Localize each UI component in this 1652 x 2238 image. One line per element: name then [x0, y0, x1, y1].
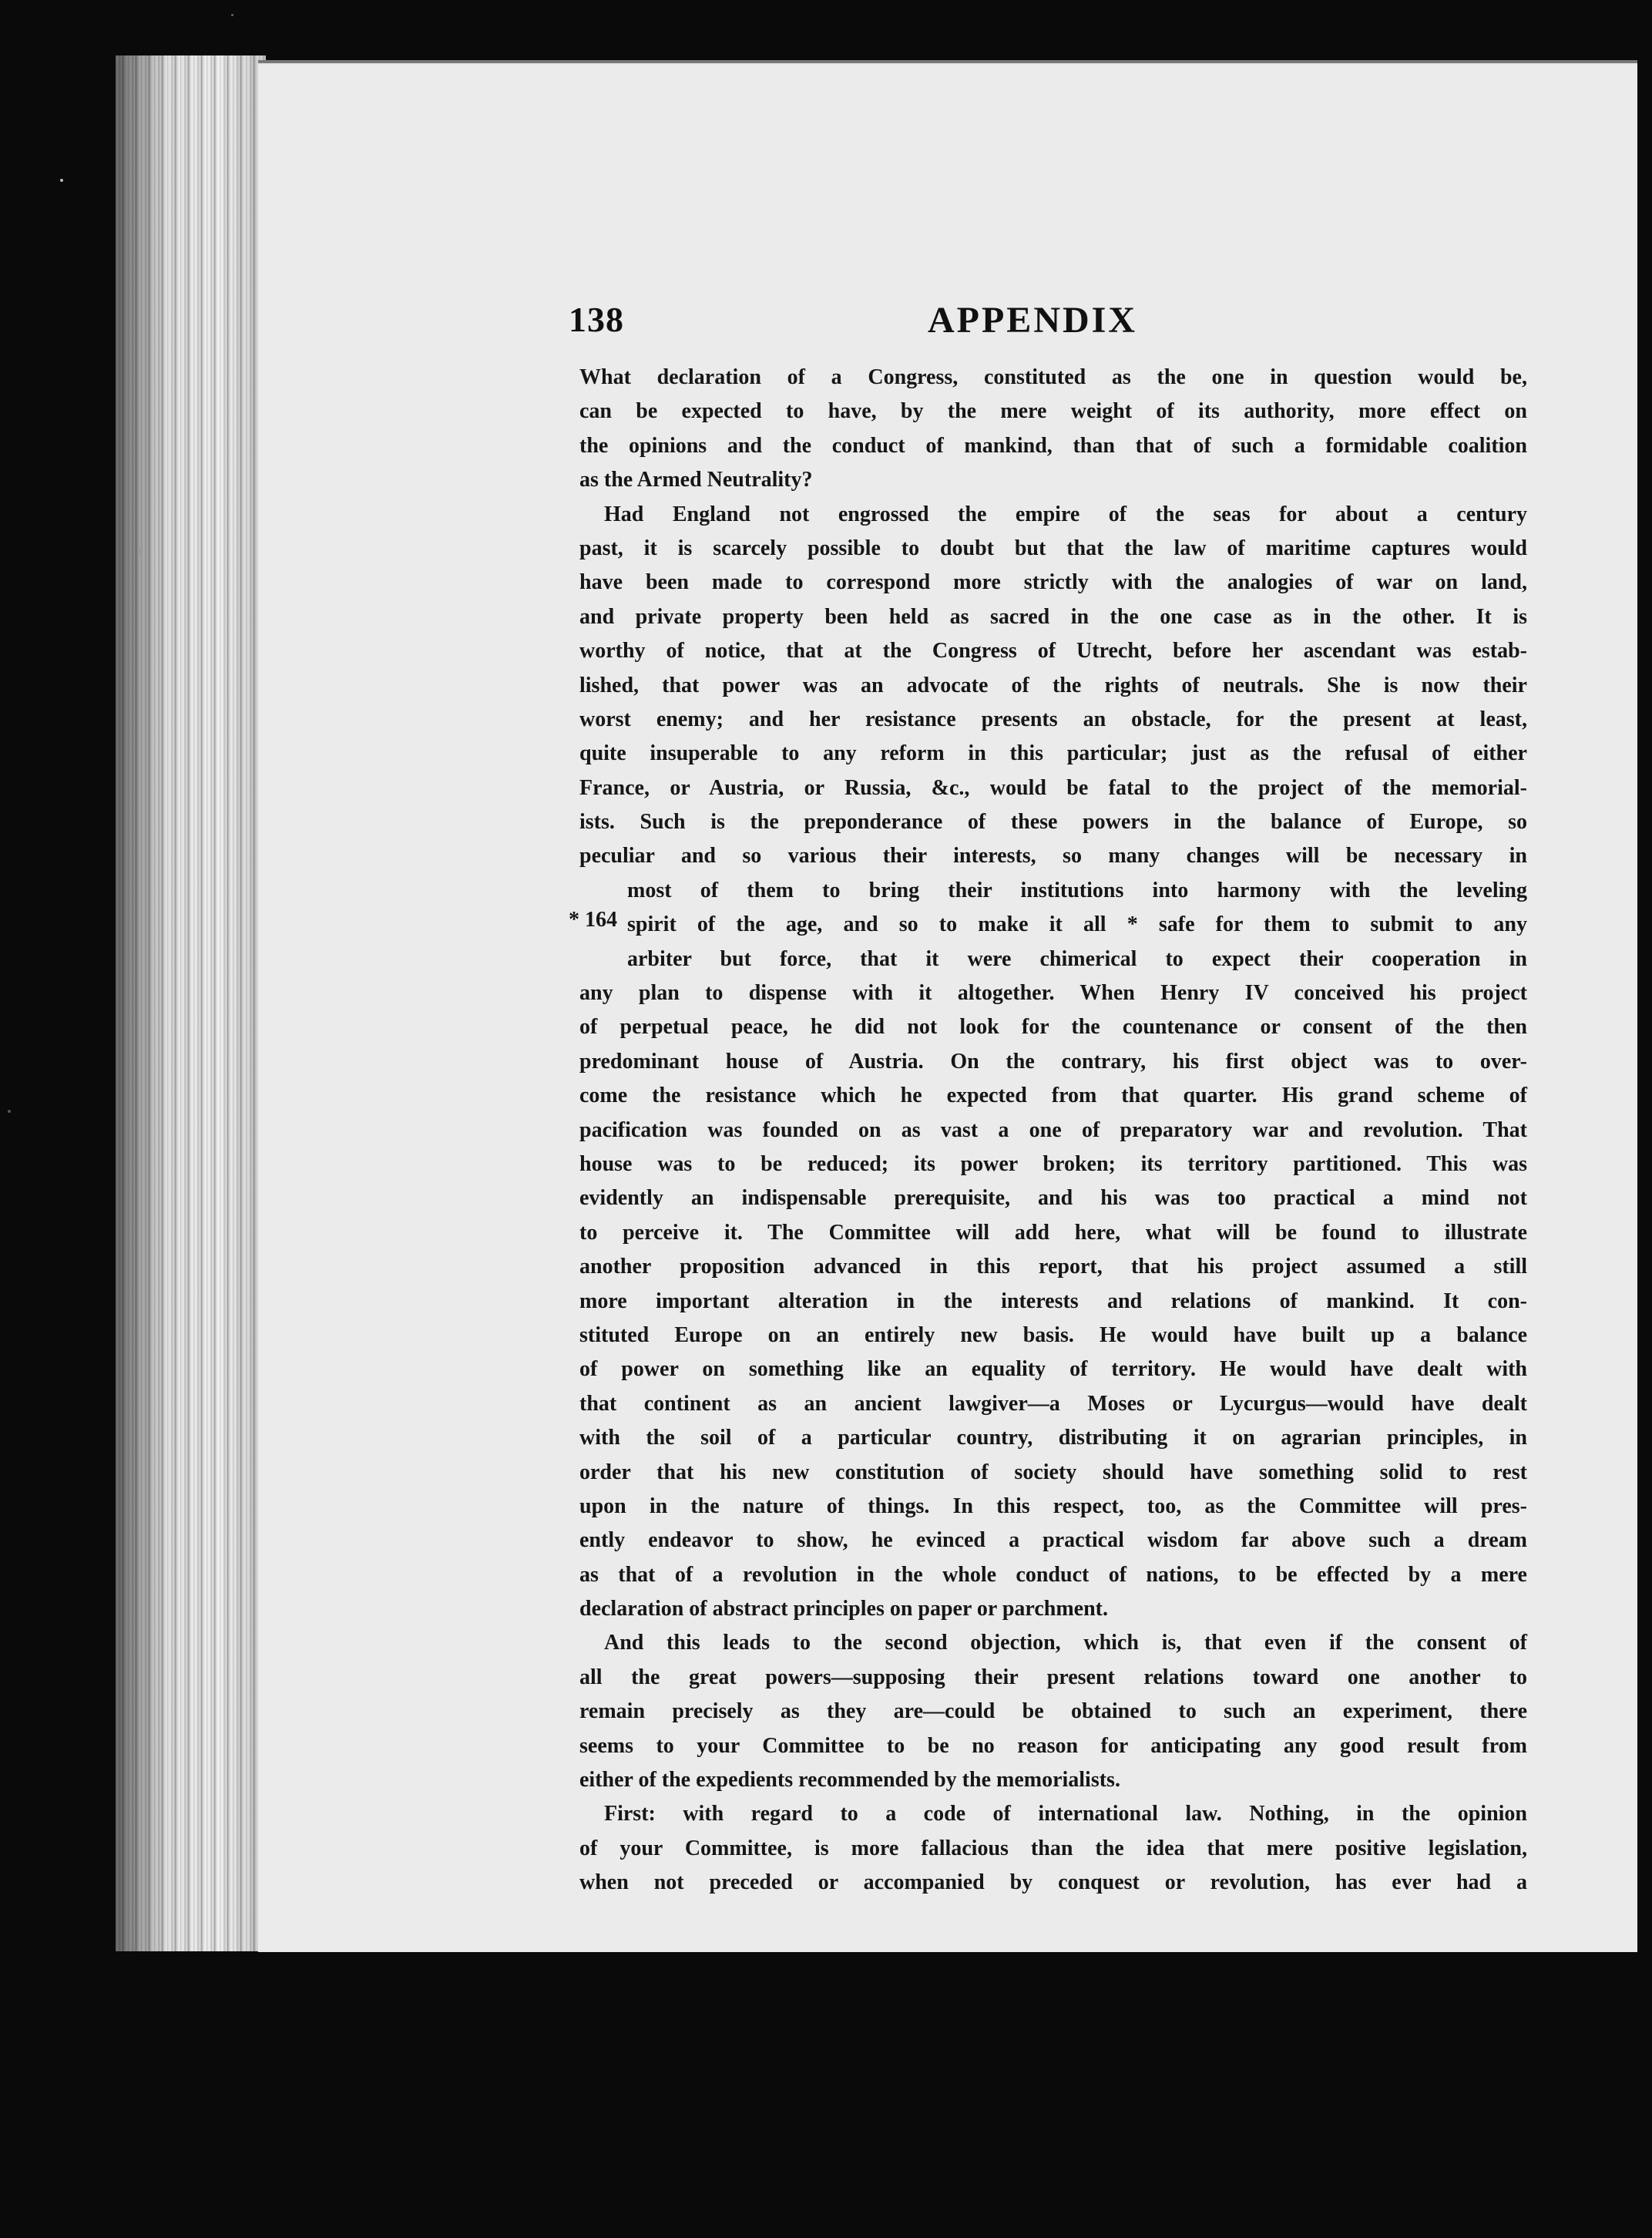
- text-line: remain precisely as they are—could be obtained to such an experiment, there: [579, 1699, 1527, 1724]
- text-line: worst enemy; and her resistance presents an obstacle, for the present at least,: [579, 707, 1527, 731]
- text-line: can be expected to have, by the mere weight of its authority, more effect on: [579, 399, 1527, 424]
- text-line: and private property been held as sacred in the one case as in the other. It is: [579, 604, 1527, 629]
- text-line: of power on something like an equality of territory. He would have dealt with: [579, 1357, 1527, 1382]
- text-line: pacification was founded on as vast a one of preparatory war and revolution. That: [579, 1117, 1527, 1142]
- scan-speck: [8, 1110, 11, 1113]
- section-title: APPENDIX: [928, 300, 1137, 341]
- text-line: ently endeavor to show, he evinced a practical wisdom far above such a dream: [579, 1528, 1527, 1553]
- scan-speck: [60, 179, 63, 182]
- text-line: evidently an indispensable prerequisite, and his was too practical a mind not: [579, 1186, 1527, 1211]
- text-line: worthy of notice, that at the Congress of Utrecht, before her ascendant was estab-: [579, 639, 1527, 664]
- text-line: any plan to dispense with it altogether. When Henry IV conceived his project: [579, 981, 1527, 1006]
- text-line: as that of a revolution in the whole conduct of nations, to be effected by a mere: [579, 1562, 1527, 1587]
- text-line: arbiter but force, that it were chimerical to expect their cooperation in: [627, 946, 1527, 971]
- text-line: stituted Europe on an entirely new basis. He would have built up a balance: [579, 1322, 1527, 1347]
- text-line: as the Armed Neutrality?: [579, 468, 813, 492]
- scan-speck: [231, 14, 233, 16]
- text-line: France, or Austria, or Russia, &c., would be fatal to the project of the memorial-: [579, 775, 1527, 800]
- text-line: come the resistance which he expected from that quarter. His grand scheme of: [579, 1084, 1527, 1108]
- text-line: quite insuperable to any reform in this particular; just as the refusal of either: [579, 741, 1527, 766]
- text-line: upon in the nature of things. In this respect, too, as the Committee will pres-: [579, 1494, 1527, 1518]
- text-line: peculiar and so various their interests, so many changes will be necessary in: [579, 844, 1527, 869]
- text-line: with the soil of a particular country, distributing it on agrarian principles, in: [579, 1426, 1527, 1450]
- text-line: most of them to bring their institutions into harmony with the leveling: [627, 878, 1527, 902]
- text-line: the opinions and the conduct of mankind, than that of such a formidable coalition: [579, 433, 1527, 458]
- page-number: 138: [569, 300, 624, 339]
- text-line: either of the expedients recommended by the memorialists.: [579, 1768, 1120, 1793]
- text-line: that continent as an ancient lawgiver—a Moses or Lycurgus—would have dealt: [579, 1391, 1527, 1416]
- text-line: And this leads to the second objection, which is, that even if the consent of: [604, 1631, 1527, 1655]
- text-line: spirit of the age, and so to make it all * safe for them to submit to any: [627, 912, 1527, 937]
- text-line: lished, that power was an advocate of the rights of neutrals. She is now their: [579, 673, 1527, 697]
- text-line: more important alteration in the interests and relations of mankind. It con-: [579, 1289, 1527, 1313]
- text-line: have been made to correspond more strictly with the analogies of war on land,: [579, 570, 1527, 595]
- text-line: order that his new constitution of society should have something solid to rest: [579, 1460, 1527, 1484]
- text-line: house was to be reduced; its power broken; its territory partitioned. This was: [579, 1151, 1527, 1176]
- text-line: predominant house of Austria. On the contrary, his first object was to over-: [579, 1049, 1527, 1074]
- text-line: What declaration of a Congress, constituted as the one in question would be,: [579, 365, 1527, 389]
- text-line: all the great powers—supposing their present relations toward one another to: [579, 1665, 1527, 1689]
- text-line: of your Committee, is more fallacious than the idea that mere positive legislation,: [579, 1836, 1527, 1860]
- text-line: seems to your Committee to be no reason for anticipating any good result from: [579, 1733, 1527, 1758]
- text-line: past, it is scarcely possible to doubt but that the law of maritime captures would: [579, 536, 1527, 560]
- book-page-edges: [116, 55, 266, 1951]
- running-head: [569, 299, 1185, 345]
- text-line: when not preceded or accompanied by conquest or revolution, has ever had a: [579, 1870, 1527, 1895]
- scan-speck: [139, 549, 143, 555]
- text-line: declaration of abstract principles on paper or parchment.: [579, 1597, 1108, 1621]
- text-line: Had England not engrossed the empire of the seas for about a century: [604, 502, 1527, 526]
- text-line: ists. Such is the preponderance of these powers in the balance of Europe, so: [579, 810, 1527, 835]
- text-line: First: with regard to a code of international law. Nothing, in the opinion: [604, 1802, 1527, 1826]
- text-line: of perpetual peace, he did not look for the countenance or consent of the then: [579, 1015, 1527, 1040]
- page-top-edge: [258, 60, 1637, 63]
- text-line: to perceive it. The Committee will add here, what will be found to illustrate: [579, 1220, 1527, 1245]
- text-line: another proposition advanced in this report, that his project assumed a still: [579, 1255, 1527, 1279]
- marginal-page-reference: * 164: [569, 908, 617, 932]
- body-text: [579, 361, 1527, 1900]
